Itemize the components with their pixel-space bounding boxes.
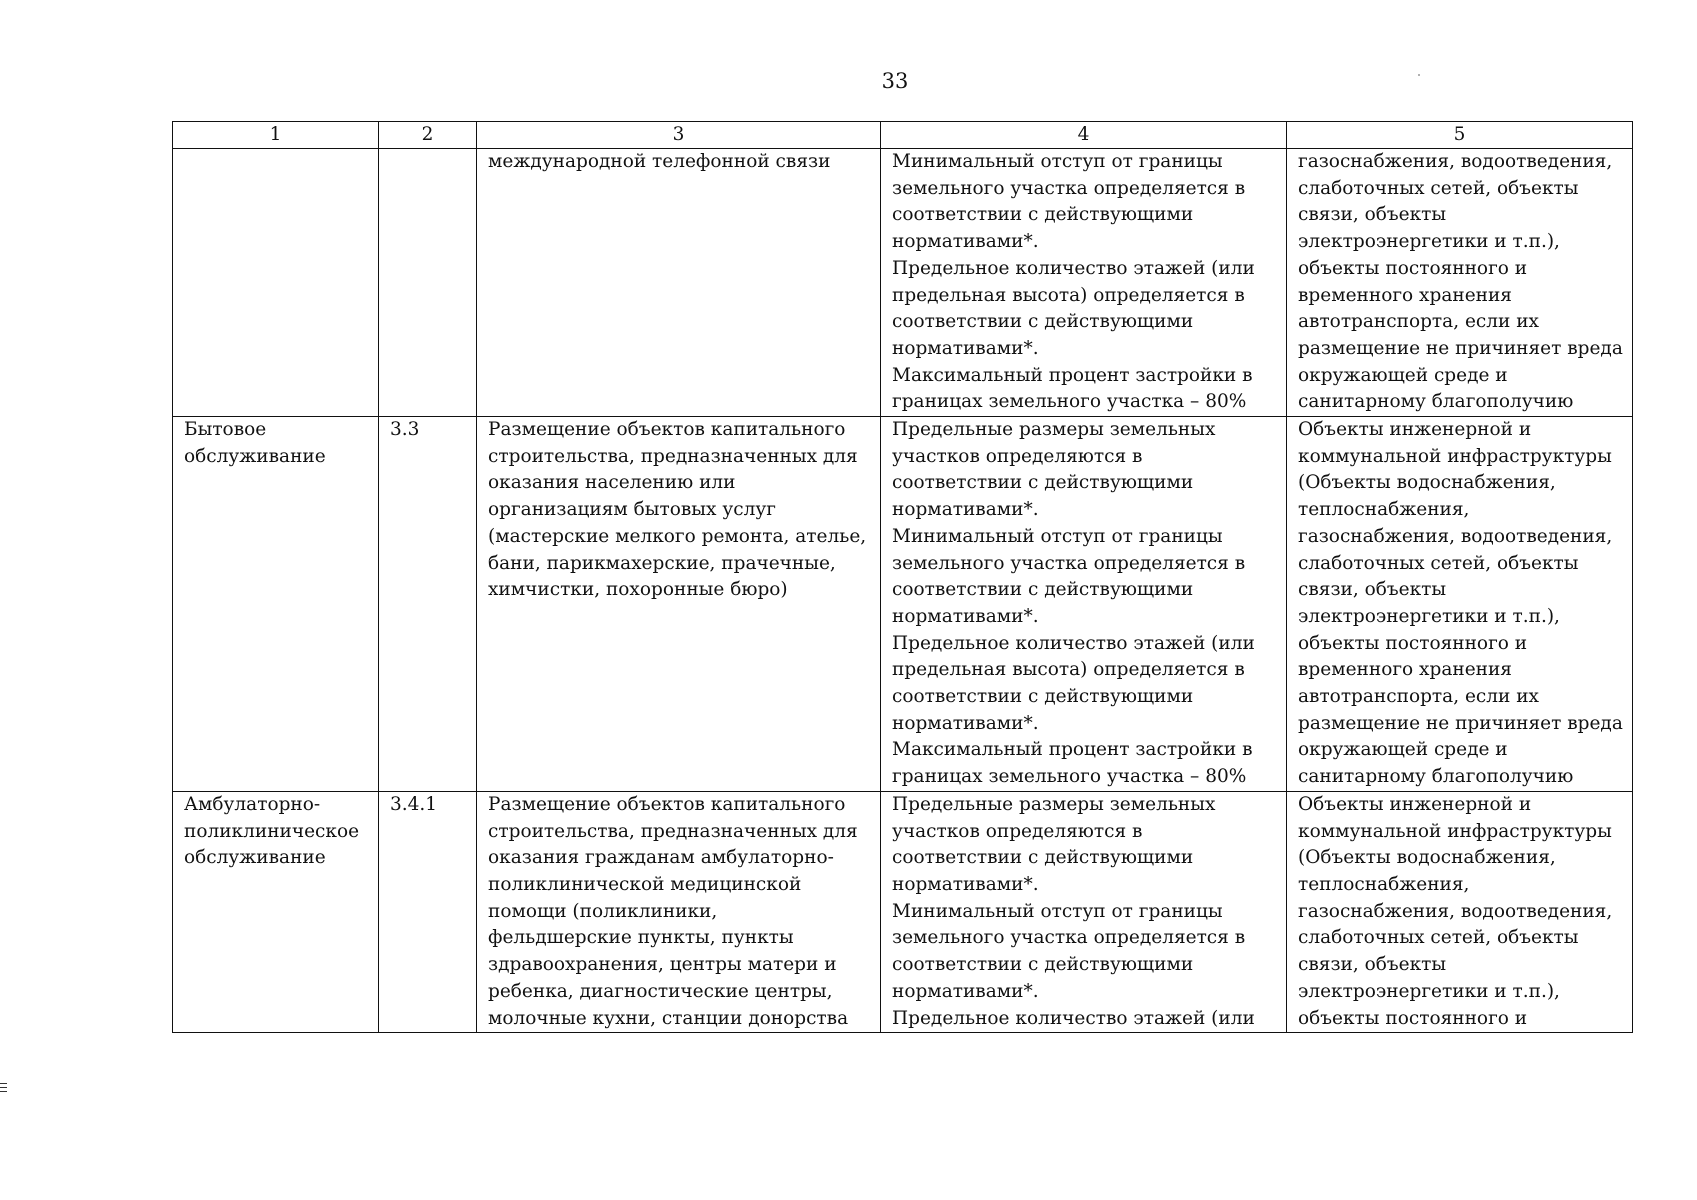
cell-text-line: автотранспорта, если их: [1298, 686, 1539, 708]
cell-text-line: связи, объекты: [1298, 204, 1447, 226]
cell-text-line: слаботочных сетей, объекты: [1298, 927, 1579, 949]
cell-text-line: Предельное количество этажей (или: [892, 632, 1255, 654]
cell-text-line: (Объекты водоснабжения,: [1298, 472, 1556, 494]
column-header-2: 2: [379, 122, 477, 149]
parameters-cell: [881, 417, 1287, 792]
table-row: [173, 791, 1633, 1032]
cell-text-line: Предельное количество этажей (или: [892, 1007, 1255, 1029]
cell-text-line: обслуживание: [184, 847, 326, 869]
cell-text-line: газоснабжения, водоотведения,: [1298, 900, 1613, 922]
cell-text-line: земельного участка определяется в: [892, 177, 1246, 199]
cell-text-line: размещение не причиняет вреда: [1298, 712, 1623, 734]
edge-scan-mark: [0, 1083, 7, 1092]
cell-text-line: строительства, предназначенных для: [488, 445, 858, 467]
cell-text-line: 3.4.1: [390, 793, 438, 815]
cell-text-line: нормативами*.: [892, 231, 1039, 253]
cell-text-line: соответствии с действующими: [892, 847, 1194, 869]
cell-text-line: (Объекты водоснабжения,: [1298, 847, 1556, 869]
cell-text-line: помощи (поликлиники,: [488, 900, 718, 922]
cell-text-line: поликлиническое: [184, 820, 360, 842]
cell-text-line: коммунальной инфраструктуры: [1298, 445, 1612, 467]
cell-text-line: нормативами*.: [892, 337, 1039, 359]
cell-text-line: Предельные размеры земельных: [892, 793, 1216, 815]
cell-text-line: предельная высота) определяется в: [892, 284, 1245, 306]
cell-text-line: нормативами*.: [892, 980, 1039, 1002]
cell-text-line: соответствии с действующими: [892, 472, 1194, 494]
scan-speck: [1418, 74, 1420, 76]
cell-text-line: соответствии с действующими: [892, 204, 1194, 226]
cell-text-line: электроэнергетики и т.п.),: [1298, 231, 1560, 253]
column-header-4: 4: [881, 122, 1287, 149]
cell-text-line: обслуживание: [184, 445, 326, 467]
cell-text-line: здравоохранения, центры матери и: [488, 954, 837, 976]
auxiliary-uses-cell: [1287, 417, 1633, 792]
cell-text-line: коммунальной инфраструктуры: [1298, 820, 1612, 842]
land-use-table: [172, 121, 1633, 1033]
parameters-cell: [881, 791, 1287, 1032]
cell-text-line: слаботочных сетей, объекты: [1298, 177, 1579, 199]
cell-text-line: соответствии с действующими: [892, 311, 1194, 333]
cell-text-line: Объекты инженерной и: [1298, 419, 1532, 441]
cell-text-line: поликлинической медицинской: [488, 873, 802, 895]
cell-text-line: окружающей среде и: [1298, 739, 1508, 761]
use-type-name-cell: [173, 149, 379, 417]
cell-text-line: Амбулаторно-: [184, 793, 321, 815]
page-number: 33: [881, 69, 909, 93]
cell-text-line: международной телефонной связи: [488, 151, 831, 172]
cell-text-line: (мастерские мелкого ремонта, ателье,: [488, 525, 867, 547]
column-header-1: 1: [173, 122, 379, 149]
cell-text-line: временного хранения: [1298, 284, 1512, 306]
cell-text-line: границах земельного участка – 80%: [892, 766, 1247, 788]
cell-text-line: молочные кухни, станции донорства: [488, 1007, 849, 1029]
cell-text-line: 3.3: [390, 419, 420, 441]
cell-text-line: автотранспорта, если их: [1298, 311, 1539, 333]
cell-text-line: соответствии с действующими: [892, 579, 1194, 601]
cell-text-line: нормативами*.: [892, 873, 1039, 895]
cell-text-line: размещение не причиняет вреда: [1298, 337, 1623, 359]
cell-text-line: земельного участка определяется в: [892, 552, 1246, 574]
cell-text-line: связи, объекты: [1298, 954, 1447, 976]
cell-text-line: газоснабжения, водоотведения,: [1298, 525, 1613, 547]
cell-text-line: участков определяются в: [892, 820, 1143, 842]
cell-text-line: санитарному благополучию: [1298, 391, 1574, 413]
cell-text-line: бани, парикмахерские, прачечные,: [488, 552, 836, 574]
cell-text-line: Минимальный отступ от границы: [892, 525, 1223, 547]
cell-text-line: объекты постоянного и: [1298, 257, 1528, 279]
cell-text-line: Размещение объектов капитального: [488, 793, 846, 815]
auxiliary-uses-cell: [1287, 149, 1633, 417]
cell-text-line: объекты постоянного и: [1298, 1007, 1528, 1029]
cell-text-line: связи, объекты: [1298, 579, 1447, 601]
cell-text-line: строительства, предназначенных для: [488, 820, 858, 842]
cell-text-line: электроэнергетики и т.п.),: [1298, 980, 1560, 1002]
cell-text-line: земельного участка определяется в: [892, 927, 1246, 949]
cell-text-line: электроэнергетики и т.п.),: [1298, 605, 1560, 627]
table-header-row: [173, 122, 1633, 149]
cell-text-line: предельная высота) определяется в: [892, 659, 1245, 681]
cell-text-line: соответствии с действующими: [892, 954, 1194, 976]
cell-text-line: ребенка, диагностические центры,: [488, 980, 833, 1002]
cell-text-line: нормативами*.: [892, 712, 1039, 734]
table-row: [173, 417, 1633, 792]
parameters-cell: [881, 149, 1287, 417]
use-code-cell: [379, 417, 477, 792]
cell-text-line: Объекты инженерной и: [1298, 793, 1532, 815]
cell-text-line: оказания гражданам амбулаторно-: [488, 847, 834, 869]
use-code-cell: [379, 791, 477, 1032]
use-code-cell: [379, 149, 477, 417]
cell-text-line: Предельные размеры земельных: [892, 419, 1216, 441]
use-type-name-cell: [173, 417, 379, 792]
cell-text-line: химчистки, похоронные бюро): [488, 579, 788, 601]
cell-text-line: нормативами*.: [892, 499, 1039, 521]
cell-text-line: нормативами*.: [892, 605, 1039, 627]
cell-text-line: Максимальный процент застройки в: [892, 739, 1253, 761]
use-type-name-cell: [173, 791, 379, 1032]
auxiliary-uses-cell: [1287, 791, 1633, 1032]
cell-text-line: газоснабжения, водоотведения,: [1298, 151, 1613, 172]
cell-text-line: объекты постоянного и: [1298, 632, 1528, 654]
cell-text-line: Предельное количество этажей (или: [892, 257, 1255, 279]
column-header-3: 3: [477, 122, 881, 149]
cell-text-line: Максимальный процент застройки в: [892, 364, 1253, 386]
cell-text-line: границах земельного участка – 80%: [892, 391, 1247, 413]
cell-text-line: соответствии с действующими: [892, 686, 1194, 708]
cell-text-line: Минимальный отступ от границы: [892, 900, 1223, 922]
cell-text-line: оказания населению или: [488, 472, 736, 494]
column-header-5: 5: [1287, 122, 1633, 149]
cell-text-line: фельдшерские пункты, пункты: [488, 927, 794, 949]
cell-text-line: окружающей среде и: [1298, 364, 1508, 386]
cell-text-line: теплоснабжения,: [1298, 499, 1470, 521]
cell-text-line: временного хранения: [1298, 659, 1512, 681]
table-row: [173, 149, 1633, 417]
cell-text-line: Размещение объектов капитального: [488, 419, 846, 441]
cell-text-line: слаботочных сетей, объекты: [1298, 552, 1579, 574]
use-description-cell: [477, 791, 881, 1032]
cell-text-line: участков определяются в: [892, 445, 1143, 467]
cell-text-line: Бытовое: [184, 419, 267, 441]
cell-text-line: Минимальный отступ от границы: [892, 151, 1223, 172]
cell-text-line: теплоснабжения,: [1298, 873, 1470, 895]
use-description-cell: [477, 149, 881, 417]
cell-text-line: санитарному благополучию: [1298, 766, 1574, 788]
cell-text-line: организациям бытовых услуг: [488, 499, 776, 521]
use-description-cell: [477, 417, 881, 792]
